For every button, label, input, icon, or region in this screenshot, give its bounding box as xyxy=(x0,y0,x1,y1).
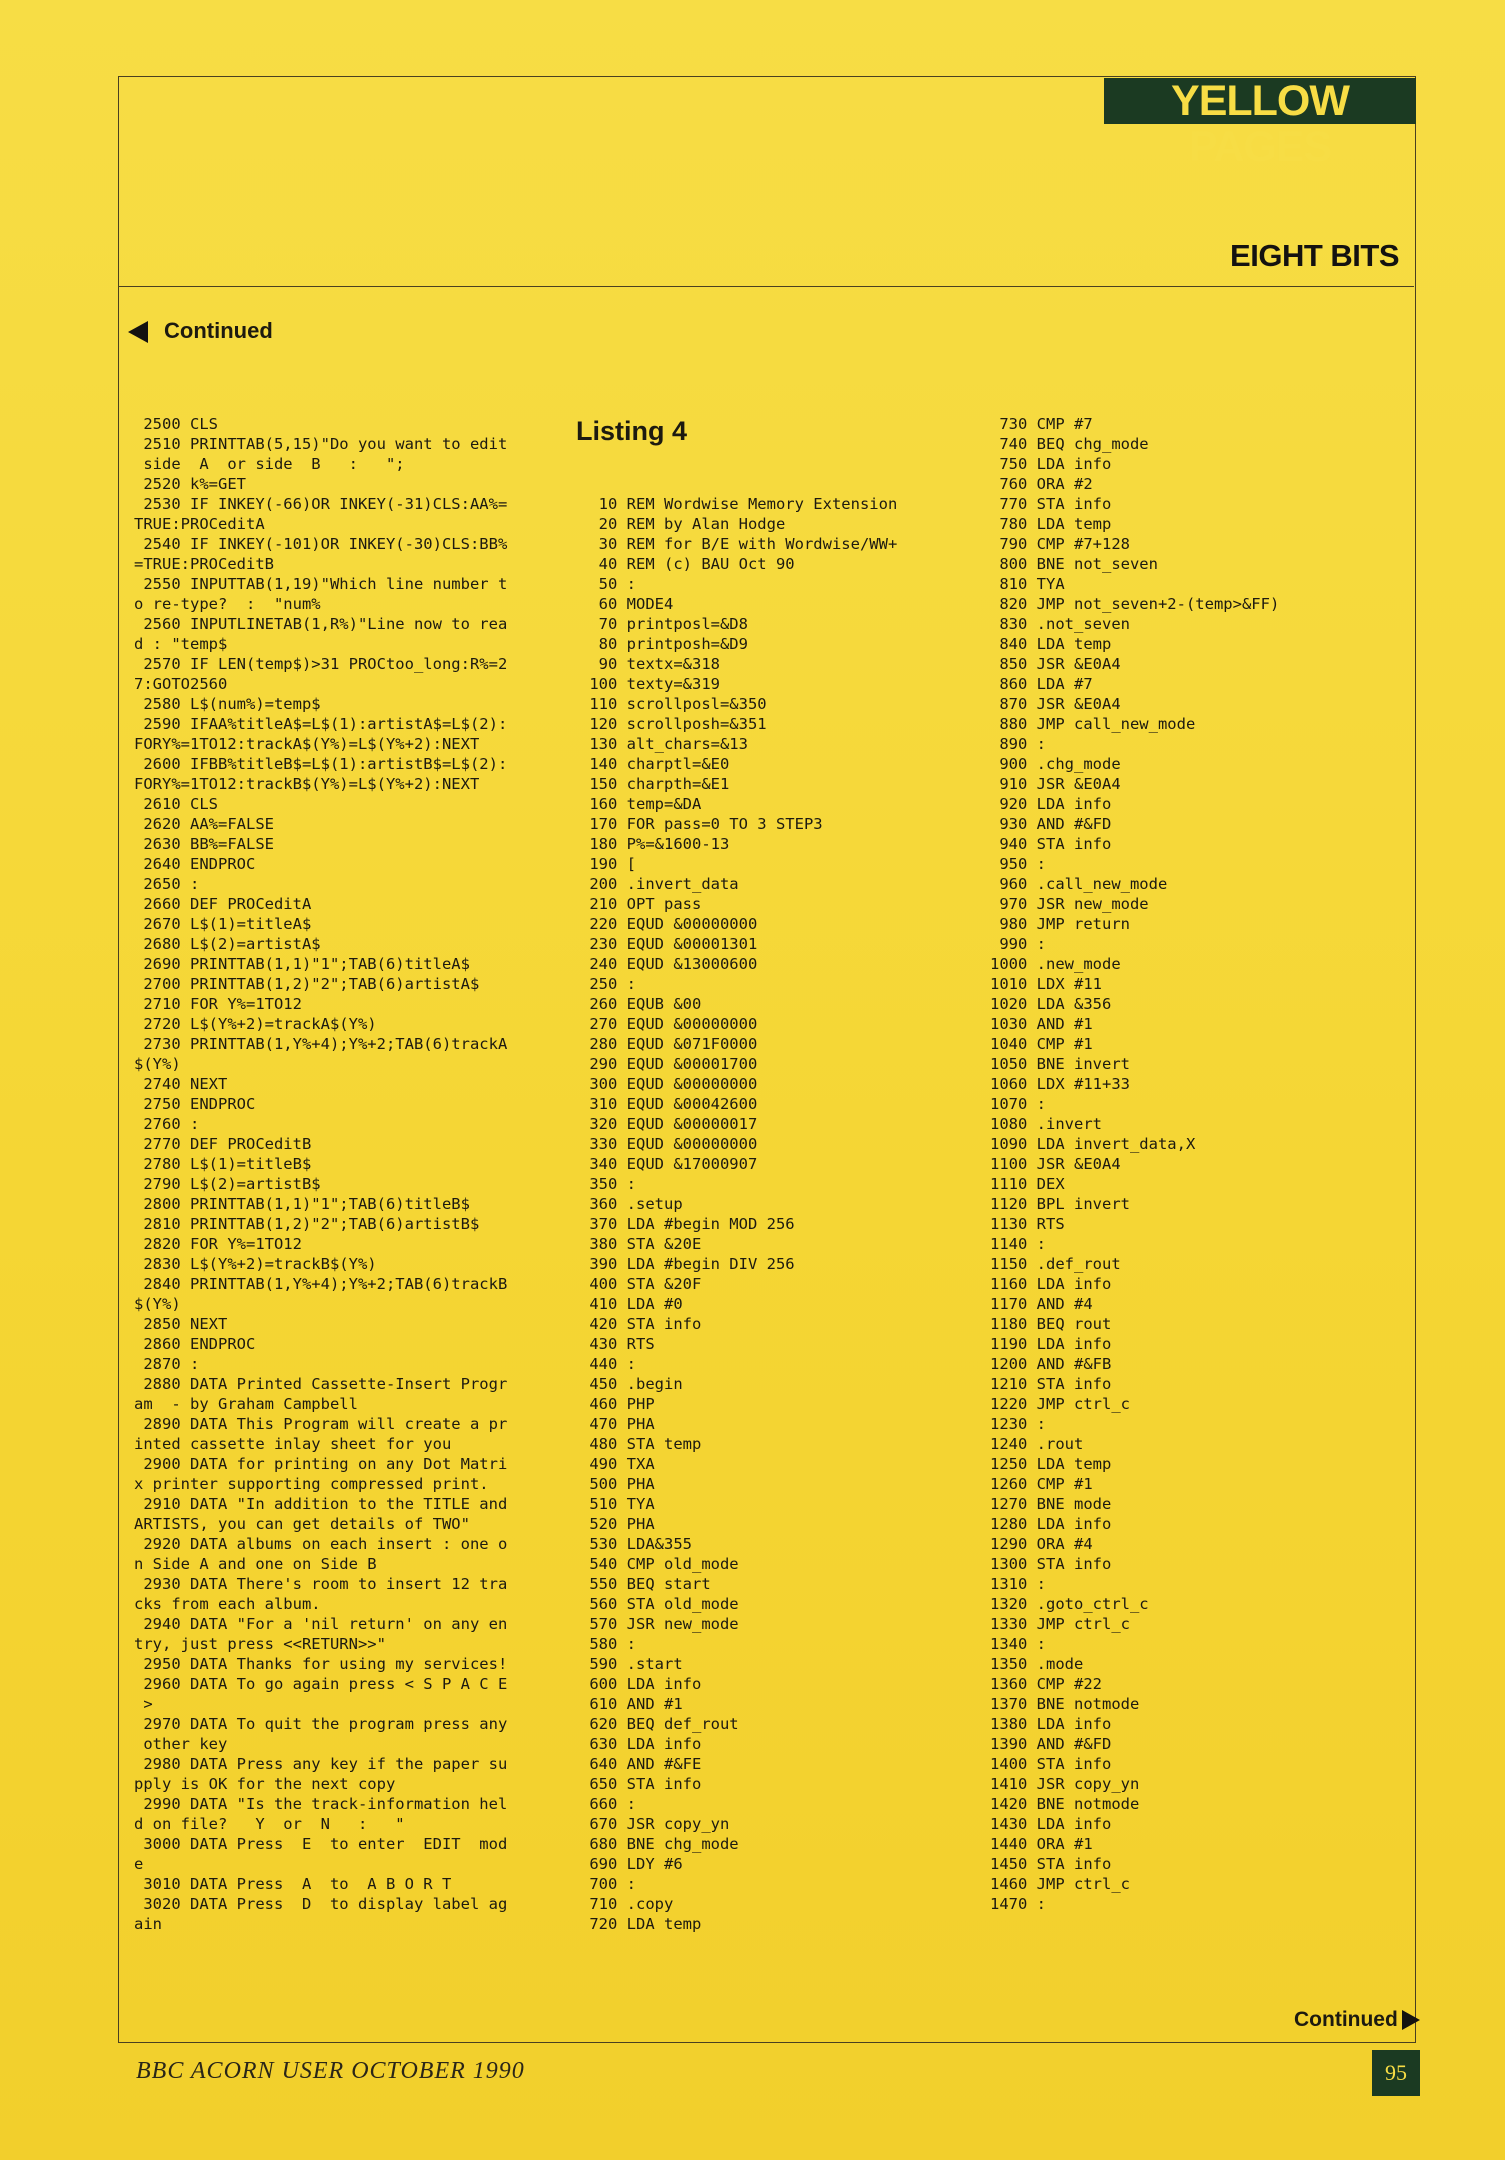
code-line: 470 PHA xyxy=(580,1415,655,1433)
code-line: 1310 : xyxy=(990,1575,1046,1593)
code-line: 130 alt_chars=&13 xyxy=(580,735,748,753)
code-line: 660 : xyxy=(580,1795,636,1813)
left-arrow-icon xyxy=(128,321,148,343)
code-line: 880 JMP call_new_mode xyxy=(990,715,1196,733)
code-line: 1370 BNE notmode xyxy=(990,1695,1140,1713)
code-line: 500 PHA xyxy=(580,1475,655,1493)
code-line: 900 .chg_mode xyxy=(990,755,1121,773)
code-line: e xyxy=(134,1855,144,1873)
code-line: 2540 IF INKEY(-101)OR INKEY(-30)CLS:BB% xyxy=(134,535,508,553)
code-line: 530 LDA&355 xyxy=(580,1535,692,1553)
code-line: 2800 PRINTTAB(1,1)"1";TAB(6)titleB$ xyxy=(134,1195,470,1213)
code-line: 570 JSR new_mode xyxy=(580,1615,739,1633)
publication-footer: BBC ACORN USER OCTOBER 1990 xyxy=(136,2058,525,2084)
code-line: 820 JMP not_seven+2-(temp>&FF) xyxy=(990,595,1280,613)
code-line: 2520 k%=GET xyxy=(134,475,246,493)
code-line: 2930 DATA There's room to insert 12 tra xyxy=(134,1575,508,1593)
code-line: am - by Graham Campbell xyxy=(134,1395,358,1413)
code-line: 670 JSR copy_yn xyxy=(580,1815,730,1833)
section-title: EIGHT BITS xyxy=(1230,238,1399,273)
code-line: 420 STA info xyxy=(580,1315,702,1333)
code-line: 910 JSR &E0A4 xyxy=(990,775,1121,793)
code-line: 830 .not_seven xyxy=(990,615,1130,633)
code-line: FORY%=1TO12:trackA$(Y%)=L$(Y%+2):NEXT xyxy=(134,735,480,753)
code-line: pply is OK for the next copy xyxy=(134,1775,396,1793)
code-line: 2740 NEXT xyxy=(134,1075,228,1093)
code-line: 1020 LDA &356 xyxy=(990,995,1112,1013)
header-divider xyxy=(118,286,1414,287)
code-line: 620 BEQ def_rout xyxy=(580,1715,739,1733)
continued-from-label xyxy=(128,318,273,344)
code-line: 1280 LDA info xyxy=(990,1515,1112,1533)
code-line: 160 temp=&DA xyxy=(580,795,702,813)
code-line: ARTISTS, you can get details of TWO" xyxy=(134,1515,470,1533)
code-line: 2620 AA%=FALSE xyxy=(134,815,274,833)
code-line: 2780 L$(1)=titleB$ xyxy=(134,1155,312,1173)
code-line: 260 EQUB &00 xyxy=(580,995,702,1013)
code-line: 70 printposl=&D8 xyxy=(580,615,748,633)
code-line: 1350 .mode xyxy=(990,1655,1084,1673)
code-line: 1230 : xyxy=(990,1415,1046,1433)
code-line: 2870 : xyxy=(134,1355,200,1373)
code-line: 960 .call_new_mode xyxy=(990,875,1168,893)
code-line: 840 LDA temp xyxy=(990,635,1112,653)
code-line: 950 : xyxy=(990,855,1046,873)
code-line: 230 EQUD &00001301 xyxy=(580,935,758,953)
code-line: 210 OPT pass xyxy=(580,895,702,913)
code-line: 2910 DATA "In addition to the TITLE and xyxy=(134,1495,508,1513)
code-line: 1010 LDX #11 xyxy=(990,975,1102,993)
code-line: 2690 PRINTTAB(1,1)"1";TAB(6)titleA$ xyxy=(134,955,470,973)
code-line: d : "temp$ xyxy=(134,635,228,653)
code-line: 2790 L$(2)=artistB$ xyxy=(134,1175,321,1193)
code-line: 2820 FOR Y%=1TO12 xyxy=(134,1235,302,1253)
code-line: 2530 IF INKEY(-66)OR INKEY(-31)CLS:AA%= xyxy=(134,495,508,513)
code-line: 1000 .new_mode xyxy=(990,955,1121,973)
code-line: 2510 PRINTTAB(5,15)"Do you want to edit xyxy=(134,435,508,453)
code-line: 140 charptl=&E0 xyxy=(580,755,730,773)
code-line: 1150 .def_rout xyxy=(990,1255,1121,1273)
code-line: 2950 DATA Thanks for using my services! xyxy=(134,1655,508,1673)
code-line: 3010 DATA Press A to A B O R T xyxy=(134,1875,452,1893)
code-line: 7:GOTO2560 xyxy=(134,675,228,693)
code-line: 700 : xyxy=(580,1875,636,1893)
code-line: 1050 BNE invert xyxy=(990,1055,1130,1073)
code-line: 60 MODE4 xyxy=(580,595,674,613)
code-line: 2570 IF LEN(temp$)>31 PROCtoo_long:R%=2 xyxy=(134,655,508,673)
code-line: 680 BNE chg_mode xyxy=(580,1835,739,1853)
code-line: 1410 JSR copy_yn xyxy=(990,1775,1140,1793)
code-line: 2630 BB%=FALSE xyxy=(134,835,274,853)
code-line: 1180 BEQ rout xyxy=(990,1315,1112,1333)
code-line: 550 BEQ start xyxy=(580,1575,711,1593)
code-column-listing4-b xyxy=(990,414,1279,1914)
code-line: 1090 LDA invert_data,X xyxy=(990,1135,1196,1153)
code-line: 2900 DATA for printing on any Dot Matri xyxy=(134,1455,508,1473)
code-line: 760 ORA #2 xyxy=(990,475,1093,493)
code-line: 2590 IFAA%titleA$=L$(1):artistA$=L$(2): xyxy=(134,715,508,733)
code-line: try, just press <<RETURN>>" xyxy=(134,1635,386,1653)
code-line: =TRUE:PROCeditB xyxy=(134,555,274,573)
code-line: 750 LDA info xyxy=(990,455,1112,473)
code-line: 10 REM Wordwise Memory Extension xyxy=(580,495,898,513)
code-line: 2850 NEXT xyxy=(134,1315,228,1333)
code-line: 1320 .goto_ctrl_c xyxy=(990,1595,1149,1613)
code-line: 1220 JMP ctrl_c xyxy=(990,1395,1130,1413)
code-line: 920 LDA info xyxy=(990,795,1112,813)
code-line: 1400 STA info xyxy=(990,1755,1112,1773)
code-line: 30 REM for B/E with Wordwise/WW+ xyxy=(580,535,898,553)
code-line: 610 AND #1 xyxy=(580,1695,683,1713)
code-line: 170 FOR pass=0 TO 3 STEP3 xyxy=(580,815,823,833)
code-line: 20 REM by Alan Hodge xyxy=(580,515,786,533)
code-line: 2990 DATA "Is the track-information hel xyxy=(134,1795,508,1813)
code-line: 2960 DATA To go again press < S P A C E xyxy=(134,1675,508,1693)
code-line: 770 STA info xyxy=(990,495,1112,513)
code-line: 90 textx=&318 xyxy=(580,655,720,673)
code-line: 510 TYA xyxy=(580,1495,655,1513)
code-line: 430 RTS xyxy=(580,1335,655,1353)
code-line: 320 EQUD &00000017 xyxy=(580,1115,758,1133)
code-line: 2700 PRINTTAB(1,2)"2";TAB(6)artistA$ xyxy=(134,975,480,993)
code-line: 2720 L$(Y%+2)=trackA$(Y%) xyxy=(134,1015,377,1033)
code-line: 1430 LDA info xyxy=(990,1815,1112,1833)
code-line: 1120 BPL invert xyxy=(990,1195,1130,1213)
code-line: 290 EQUD &00001700 xyxy=(580,1055,758,1073)
code-line: 1390 AND #&FD xyxy=(990,1735,1112,1753)
code-line: 1100 JSR &E0A4 xyxy=(990,1155,1121,1173)
continued-top-text: Continued xyxy=(164,318,273,343)
code-line: 2890 DATA This Program will create a pr xyxy=(134,1415,508,1433)
code-line: 640 AND #&FE xyxy=(580,1755,702,1773)
code-line: 2600 IFBB%titleB$=L$(1):artistB$=L$(2): xyxy=(134,755,508,773)
code-line: 970 JSR new_mode xyxy=(990,895,1149,913)
code-line: 600 LDA info xyxy=(580,1675,702,1693)
continued-bottom-text: Continued xyxy=(1294,2008,1398,2031)
code-line: 2660 DEF PROCeditA xyxy=(134,895,312,913)
code-line: 2770 DEF PROCeditB xyxy=(134,1135,312,1153)
code-line: 3020 DATA Press D to display label ag xyxy=(134,1895,508,1913)
code-line: 2500 CLS xyxy=(134,415,218,433)
code-line: 2610 CLS xyxy=(134,795,218,813)
code-line: 40 REM (c) BAU Oct 90 xyxy=(580,555,795,573)
code-line: 440 : xyxy=(580,1355,636,1373)
code-line: 560 STA old_mode xyxy=(580,1595,739,1613)
code-line: 50 : xyxy=(580,575,636,593)
code-line: 100 texty=&319 xyxy=(580,675,720,693)
code-line: 480 STA temp xyxy=(580,1435,702,1453)
continued-next-label xyxy=(1294,2008,1420,2032)
code-line: 1470 : xyxy=(990,1895,1046,1913)
code-line: 2920 DATA albums on each insert : one o xyxy=(134,1535,508,1553)
code-line: 1110 DEX xyxy=(990,1175,1065,1193)
code-line: 930 AND #&FD xyxy=(990,815,1112,833)
code-line: 2940 DATA "For a 'nil return' on any en xyxy=(134,1615,508,1633)
code-line: 870 JSR &E0A4 xyxy=(990,695,1121,713)
code-line: 1380 LDA info xyxy=(990,1715,1112,1733)
code-line: > xyxy=(134,1695,153,1713)
code-line: 2560 INPUTLINETAB(1,R%)"Line now to rea xyxy=(134,615,508,633)
code-line: 2830 L$(Y%+2)=trackB$(Y%) xyxy=(134,1255,377,1273)
code-line: 1080 .invert xyxy=(990,1115,1102,1133)
code-line: 990 : xyxy=(990,935,1046,953)
code-line: 1210 STA info xyxy=(990,1375,1112,1393)
code-line: 980 JMP return xyxy=(990,915,1130,933)
code-line: 360 .setup xyxy=(580,1195,683,1213)
code-line: 580 : xyxy=(580,1635,636,1653)
code-line: 2710 FOR Y%=1TO12 xyxy=(134,995,302,1013)
code-line: 1340 : xyxy=(990,1635,1046,1653)
code-line: 710 .copy xyxy=(580,1895,674,1913)
code-line: 1360 CMP #22 xyxy=(990,1675,1102,1693)
code-column-listing4-a xyxy=(580,494,897,1934)
code-line: 1190 LDA info xyxy=(990,1335,1112,1353)
code-line: 540 CMP old_mode xyxy=(580,1555,739,1573)
code-line: n Side A and one on Side B xyxy=(134,1555,377,1573)
code-line: other key xyxy=(134,1735,228,1753)
code-line: 2860 ENDPROC xyxy=(134,1335,256,1353)
code-line: 1140 : xyxy=(990,1235,1046,1253)
code-line: 330 EQUD &00000000 xyxy=(580,1135,758,1153)
code-line: 1040 CMP #1 xyxy=(990,1035,1093,1053)
code-line: $(Y%) xyxy=(134,1295,181,1313)
code-line: 520 PHA xyxy=(580,1515,655,1533)
code-line: 2650 : xyxy=(134,875,200,893)
code-line: 110 scrollposl=&350 xyxy=(580,695,767,713)
code-line: 740 BEQ chg_mode xyxy=(990,435,1149,453)
code-line: 180 P%=&1600-13 xyxy=(580,835,730,853)
code-line: 2840 PRINTTAB(1,Y%+4);Y%+2;TAB(6)trackB xyxy=(134,1275,508,1293)
code-line: 2880 DATA Printed Cassette-Insert Progr xyxy=(134,1375,508,1393)
code-line: side A or side B : "; xyxy=(134,455,405,473)
code-line: x printer supporting compressed print. xyxy=(134,1475,489,1493)
code-line: 1030 AND #1 xyxy=(990,1015,1093,1033)
code-line: 2670 L$(1)=titleA$ xyxy=(134,915,312,933)
code-column-basic xyxy=(134,414,507,1934)
code-line: 720 LDA temp xyxy=(580,1915,702,1933)
code-line: 280 EQUD &071F0000 xyxy=(580,1035,758,1053)
code-line: 450 .begin xyxy=(580,1375,683,1393)
code-line: 1440 ORA #1 xyxy=(990,1835,1093,1853)
code-line: 630 LDA info xyxy=(580,1735,702,1753)
code-line: 940 STA info xyxy=(990,835,1112,853)
code-line: 790 CMP #7+128 xyxy=(990,535,1130,553)
code-line: 80 printposh=&D9 xyxy=(580,635,748,653)
code-line: 590 .start xyxy=(580,1655,683,1673)
code-line: 1200 AND #&FB xyxy=(990,1355,1112,1373)
code-line: 460 PHP xyxy=(580,1395,655,1413)
code-line: TRUE:PROCeditA xyxy=(134,515,265,533)
code-line: 200 .invert_data xyxy=(580,875,739,893)
code-line: 2680 L$(2)=artistA$ xyxy=(134,935,321,953)
code-line: 1330 JMP ctrl_c xyxy=(990,1615,1130,1633)
code-line: 1250 LDA temp xyxy=(990,1455,1112,1473)
code-line: 690 LDY #6 xyxy=(580,1855,683,1873)
code-line: 2810 PRINTTAB(1,2)"2";TAB(6)artistB$ xyxy=(134,1215,480,1233)
code-line: 2640 ENDPROC xyxy=(134,855,256,873)
code-line: 2760 : xyxy=(134,1115,200,1133)
code-line: 1060 LDX #11+33 xyxy=(990,1075,1130,1093)
code-line: 2730 PRINTTAB(1,Y%+4);Y%+2;TAB(6)trackA xyxy=(134,1035,508,1053)
code-line: 370 LDA #begin MOD 256 xyxy=(580,1215,795,1233)
code-line: 120 scrollposh=&351 xyxy=(580,715,767,733)
code-line: 2970 DATA To quit the program press any xyxy=(134,1715,508,1733)
code-line: 860 LDA #7 xyxy=(990,675,1093,693)
yellow-pages-badge: YELLOW PAGES xyxy=(1104,78,1416,124)
code-line: 3000 DATA Press E to enter EDIT mod xyxy=(134,1835,508,1853)
code-line: 2750 ENDPROC xyxy=(134,1095,256,1113)
code-line: 2980 DATA Press any key if the paper su xyxy=(134,1755,508,1773)
code-line: cks from each album. xyxy=(134,1595,321,1613)
code-line: 240 EQUD &13000600 xyxy=(580,955,758,973)
code-line: 2550 INPUTTAB(1,19)"Which line number t xyxy=(134,575,508,593)
code-line: 390 LDA #begin DIV 256 xyxy=(580,1255,795,1273)
code-line: 780 LDA temp xyxy=(990,515,1112,533)
code-line: 1170 AND #4 xyxy=(990,1295,1093,1313)
code-line: 250 : xyxy=(580,975,636,993)
code-line: 340 EQUD &17000907 xyxy=(580,1155,758,1173)
code-line: 1240 .rout xyxy=(990,1435,1084,1453)
code-line: 1420 BNE notmode xyxy=(990,1795,1140,1813)
page-number: 95 xyxy=(1372,2050,1420,2096)
code-line: 310 EQUD &00042600 xyxy=(580,1095,758,1113)
code-line: 1130 RTS xyxy=(990,1215,1065,1233)
code-line: 730 CMP #7 xyxy=(990,415,1093,433)
code-line: 1070 : xyxy=(990,1095,1046,1113)
code-line: d on file? Y or N : " xyxy=(134,1815,405,1833)
listing-title: Listing 4 xyxy=(576,416,688,446)
code-line: 1160 LDA info xyxy=(990,1275,1112,1293)
code-line: 1270 BNE mode xyxy=(990,1495,1112,1513)
code-line: 1460 JMP ctrl_c xyxy=(990,1875,1130,1893)
code-line: 650 STA info xyxy=(580,1775,702,1793)
code-line: 190 [ xyxy=(580,855,636,873)
code-line: $(Y%) xyxy=(134,1055,181,1073)
code-line: 410 LDA #0 xyxy=(580,1295,683,1313)
code-line: 350 : xyxy=(580,1175,636,1193)
code-line: 400 STA &20F xyxy=(580,1275,702,1293)
code-line: 1300 STA info xyxy=(990,1555,1112,1573)
code-line: 1290 ORA #4 xyxy=(990,1535,1093,1553)
code-line: 850 JSR &E0A4 xyxy=(990,655,1121,673)
code-line: 890 : xyxy=(990,735,1046,753)
code-line: 380 STA &20E xyxy=(580,1235,702,1253)
code-line: 1260 CMP #1 xyxy=(990,1475,1093,1493)
code-line: 490 TXA xyxy=(580,1455,655,1473)
code-line: ain xyxy=(134,1915,162,1933)
code-line: inted cassette inlay sheet for you xyxy=(134,1435,452,1453)
code-line: 2580 L$(num%)=temp$ xyxy=(134,695,321,713)
code-line: o re-type? : "num% xyxy=(134,595,321,613)
code-line: 270 EQUD &00000000 xyxy=(580,1015,758,1033)
code-line: 800 BNE not_seven xyxy=(990,555,1158,573)
right-arrow-icon xyxy=(1402,2010,1420,2030)
code-line: 300 EQUD &00000000 xyxy=(580,1075,758,1093)
code-line: 220 EQUD &00000000 xyxy=(580,915,758,933)
code-line: 810 TYA xyxy=(990,575,1065,593)
code-line: 150 charpth=&E1 xyxy=(580,775,730,793)
code-line: 1450 STA info xyxy=(990,1855,1112,1873)
code-line: FORY%=1TO12:trackB$(Y%)=L$(Y%+2):NEXT xyxy=(134,775,480,793)
